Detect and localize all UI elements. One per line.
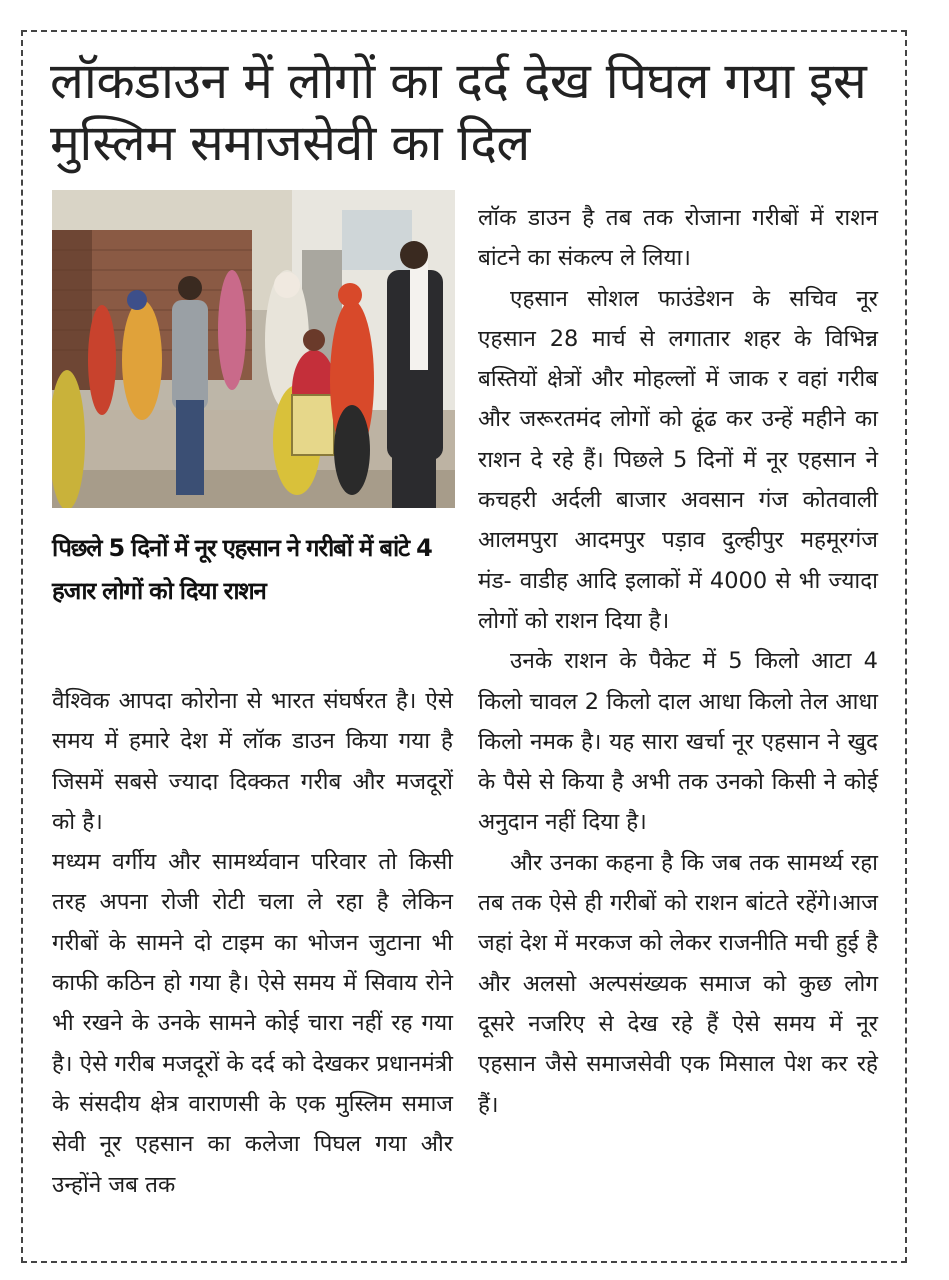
- news-photo: [52, 190, 455, 508]
- ration-distribution-photo: [52, 190, 455, 508]
- paragraph: उनके राशन के पैकेट में 5 किलो आटा 4 किलो चावल 2 किलो दाल आधा किलो तेल आधा किलो नमक है। यह सारा खर्चा नूर एहसान ने खुद के पैसे से किया है अभी तक उनको किसी ने कोई अनुदान नहीं दिया है।: [478, 648, 878, 836]
- headline: लॉकडाउन में लोगों का दर्द देख पिघल गया इस मुस्लिम समाजसेवी का दिल: [50, 52, 867, 172]
- right-column: [478, 198, 878, 1125]
- paragraph: वैश्विक आपदा कोरोना से भारत संघर्षरत है। ऐसे समय में हमारे देश में लॉक डाउन किया गया है जिसमें सबसे ज्यादा दिक्कत गरीब और मजदूरों को है।: [52, 688, 453, 835]
- paragraph: एहसान सोशल फाउंडेशन के सचिव नूर एहसान 28 मार्च से लगातार शहर के विभिन्न बस्तियों क्षेत्रों और मोहल्लों में जाक र वहां गरीब और जरूरतमंद लोगों को ढूंढ कर उन्हें महीने का राशन दे रहे हैं। पिछले 5 दिनों में नूर एहसान ने कचहरी अर्दली बाजार अवसान गंज कोतवाली आलमपुरा आदमपुर पड़ाव दुल्हीपुर महमूरगंज मंड- वाडीह आदि इलाकों में 4000 से भी ज्यादा लोगों को राशन दिया है।: [478, 285, 878, 634]
- paragraph: और उनका कहना है कि जब तक सामर्थ्य रहा तब तक ऐसे ही गरीबों को राशन बांटते रहेंगे।आज जहां देश में मरकज को लेकर राजनीति मची हुई है और अलसो अल्पसंख्यक समाज को कुछ लोग दूसरे नजरिए से देख रहे हैं ऐसे समय में नूर एहसान जैसे समाजसेवी एक मिसाल पेश कर रहे हैं।: [478, 849, 878, 1118]
- paragraph: लॉक डाउन है तब तक रोजाना गरीबों में राशन बांटने का संकल्प ले लिया।: [478, 205, 878, 272]
- paragraph: मध्यम वर्गीय और सामर्थ्यवान परिवार तो किसी तरह अपना रोजी रोटी चला ले रहा है लेकिन गरीबों के सामने दो टाइम का भोजन जुटाना भी काफी कठिन हो गया है। ऐसे समय में सिवाय रोने भी रखने के उनके सामने कोई चारा नहीं रह गया है। ऐसे गरीब मजदूरों के दर्द को देखकर प्रधानमंत्री के संसदीय क्षेत्र वाराणसी के एक मुस्लिम समाज सेवी नूर एहसान का कलेजा पिघल गया और उन्होंने जब तक: [52, 849, 453, 1198]
- left-column: [52, 681, 453, 1205]
- subheadline: पिछले 5 दिनों में नूर एहसान ने गरीबों में बांटे 4 हजार लोगों को दिया राशन: [52, 534, 432, 605]
